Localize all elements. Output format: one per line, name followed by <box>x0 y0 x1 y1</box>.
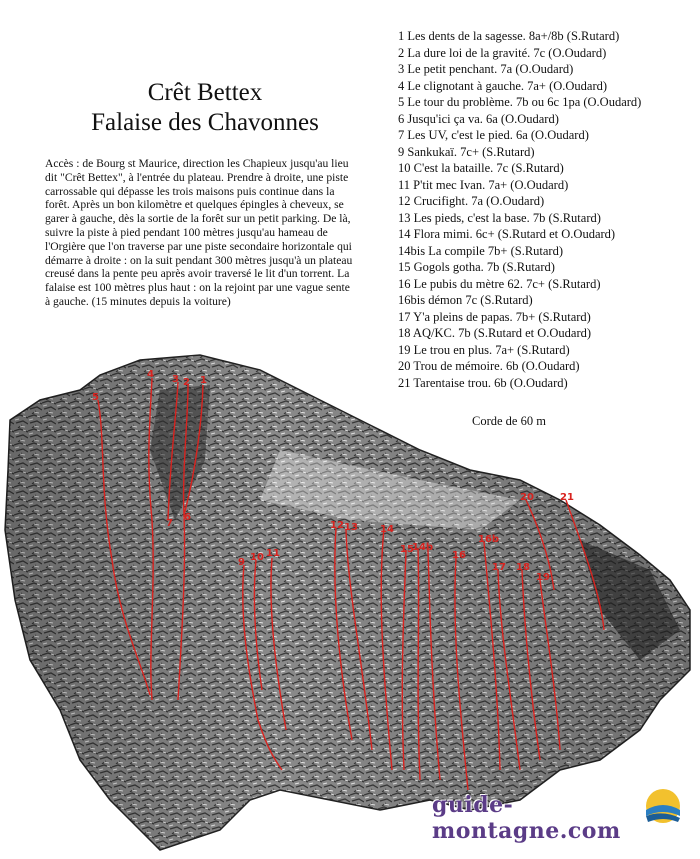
route-item: 4 Le clignotant à gauche. 7a+ (O.Oudard) <box>398 78 608 93</box>
access-description: Accès : de Bourg st Maurice, direction les Chapieux jusqu'au lieu dit "Crêt Bettex", à l'entrée du plateau. Prendre à droite, une piste carrossable qui dépasse les trois maisons puis continue dans la forêt. Après un bon kilomètre et quelques épingles à cheveux, se garer à gauche, dès la sortie de la forêt sur un petit parking. De là, suivre la piste à pied pendant 100 mètres jusqu'au hameau de l'Orgière que l'on traverse par une piste secondaire horizontale qui démarre à droite : on la suit pendant 300 mètres jusqu'à un plateau creusé dans la pente peu après avoir traversé le lit d'un torrent. La falaise est 100 mètres plus haut : on la rejoint par une vague sente à gauche. (15 minutes depuis la voiture) <box>45 157 353 308</box>
route-item: 15 Gogols gotha. 7b (S.Rutard) <box>398 260 555 274</box>
topo-label: 16 <box>452 550 466 561</box>
topo-label: 16b <box>478 534 500 545</box>
topo-label: 7 <box>166 518 173 529</box>
route-item: 17 Y'a pleins de papas. 7b+ (S.Rutard) <box>398 309 591 324</box>
topo-label: 5 <box>92 392 99 403</box>
route-item: 6 Jusqu'ici ça va. 6a (O.Oudard) <box>398 111 559 126</box>
topo-label: 19 <box>536 572 550 583</box>
route-item: 14 Flora mimi. 6c+ (S.Rutard et O.Oudard) <box>398 227 616 241</box>
route-item: 10 C'est la bataille. 7c (S.Rutard) <box>398 161 564 175</box>
route-item: 11 P'tit mec Ivan. 7a+ (O.Oudard) <box>398 177 569 192</box>
route-item: 16bis démon 7c (S.Rutard) <box>398 293 533 307</box>
route-item: 16 Le pubis du mètre 62. 7c+ (S.Rutard) <box>398 276 601 291</box>
title-line-1: Crêt Bettex <box>147 79 263 106</box>
title-line-2: Falaise des Chavonnes <box>91 109 319 136</box>
rope-length: Corde de 60 m <box>472 414 546 428</box>
route-item: 1 Les dents de la sagesse. 8a+/8b (S.Rutard) <box>398 29 620 43</box>
route-item: 21 Tarentaise trou. 6b (O.Oudard) <box>398 375 568 390</box>
route-item: 19 Le trou en plus. 7a+ (S.Rutard) <box>398 342 570 357</box>
route-item: 7 Les UV, c'est le pied. 6a (O.Oudard) <box>398 128 589 142</box>
topo-label: 11 <box>266 548 280 559</box>
site-watermark: guide-montagne.com <box>432 792 621 844</box>
route-item: 5 Le tour du problème. 7b ou 6c 1pa (O.Oudard) <box>398 95 642 109</box>
route-item: 2 La dure loi de la gravité. 7c (O.Oudard) <box>398 45 607 60</box>
topo-label: 12 <box>330 520 344 531</box>
topo-label: 1 <box>200 375 207 386</box>
topo-label: 15 <box>400 544 414 555</box>
route-item: 14bis La compile 7b+ (S.Rutard) <box>398 243 564 258</box>
route-item: 9 Sankukaï. 7c+ (S.Rutard) <box>398 144 535 159</box>
route-item: 20 Trou de mémoire. 6b (O.Oudard) <box>398 359 580 373</box>
topo-label: 4 <box>147 369 154 380</box>
page-title <box>60 78 350 138</box>
route-item: 12 Crucifight. 7a (O.Oudard) <box>398 194 545 208</box>
mountain-logo-icon <box>640 786 686 826</box>
route-item: 18 AQ/KC. 7b (S.Rutard et O.Oudard) <box>398 326 592 340</box>
topo-label: 10 <box>250 552 264 563</box>
topo-label: 3 <box>172 374 179 385</box>
topo-label: 2 <box>183 377 190 388</box>
route-item: 3 Le petit penchant. 7a (O.Oudard) <box>398 62 574 76</box>
topo-label: 9 <box>238 557 245 568</box>
topo-label: 14 <box>380 524 394 535</box>
topo-label: 13 <box>344 522 358 533</box>
topo-label: 6 <box>184 512 191 523</box>
topo-label: 14b <box>412 542 434 553</box>
cliff-topo-image <box>0 330 700 859</box>
topo-label: 18 <box>516 562 530 573</box>
route-item: 13 Les pieds, c'est la base. 7b (S.Rutard) <box>398 210 601 225</box>
topo-label: 20 <box>520 492 534 503</box>
topo-label: 17 <box>492 562 506 573</box>
topo-label: 21 <box>560 492 574 503</box>
